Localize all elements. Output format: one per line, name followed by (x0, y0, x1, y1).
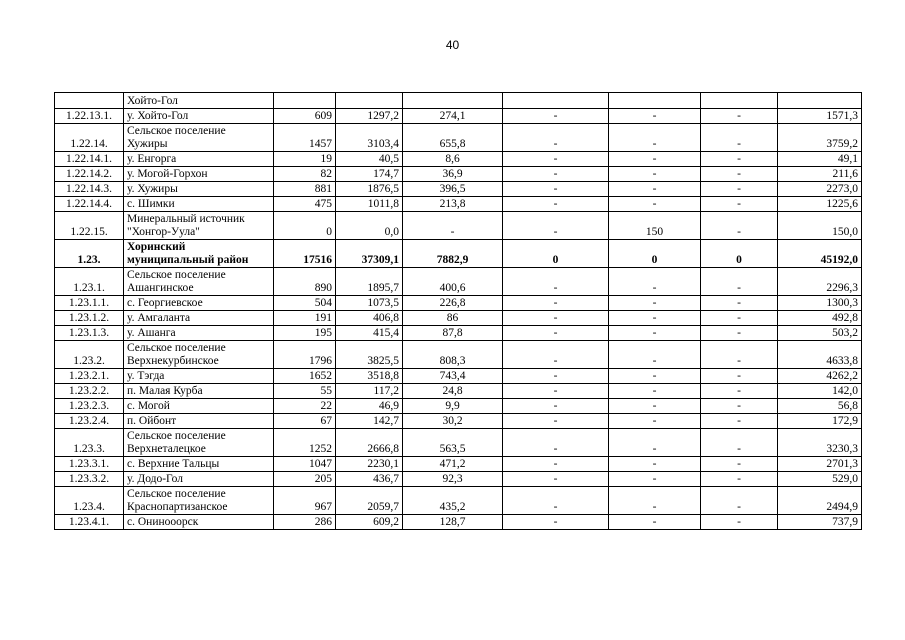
row-name (124, 212, 274, 240)
row-value-c5: - (609, 152, 701, 167)
row-name (124, 414, 274, 429)
row-name (124, 326, 274, 341)
row-value-c6: - (701, 457, 778, 472)
row-value-c7: 2701,3 (778, 457, 862, 472)
row-value-c5 (609, 93, 701, 109)
row-value-c1: 191 (274, 311, 336, 326)
row-value-c7: 737,9 (778, 515, 862, 530)
row-value-c6: - (701, 369, 778, 384)
row-value-c7: 503,2 (778, 326, 862, 341)
table-row (55, 109, 862, 124)
row-name-line: с. Онинооорск (127, 516, 199, 528)
row-value-c2: 406,8 (336, 311, 403, 326)
row-value-c7: 3230,3 (778, 429, 862, 457)
row-value-c2: 3518,8 (336, 369, 403, 384)
row-name-line: Верхнеталецкое (127, 443, 206, 455)
row-value-c2: 117,2 (336, 384, 403, 399)
row-value-c4: - (503, 429, 609, 457)
row-value-c2: 3825,5 (336, 341, 403, 369)
row-value-c5: - (609, 109, 701, 124)
row-value-c5: - (609, 414, 701, 429)
row-name-line: Ашангинское (127, 282, 194, 294)
row-value-c4: - (503, 182, 609, 197)
row-value-c4: - (503, 515, 609, 530)
row-code: 1.22.13.1. (55, 109, 124, 124)
row-name-line: Минеральный источник (127, 213, 245, 225)
row-code: 1.23.1.3. (55, 326, 124, 341)
row-code: 1.23.2.3. (55, 399, 124, 414)
table-row (55, 167, 862, 182)
row-value-c3 (403, 93, 503, 109)
row-value-c4: - (503, 311, 609, 326)
row-value-c2: 2666,8 (336, 429, 403, 457)
row-value-c5: - (609, 296, 701, 311)
table-row (55, 182, 862, 197)
row-code: 1.23.2. (55, 341, 124, 369)
row-name (124, 93, 274, 109)
row-value-c1: 67 (274, 414, 336, 429)
row-name-line: п. Малая Курба (127, 385, 203, 397)
row-value-c5: 0 (609, 240, 701, 268)
row-value-c4: - (503, 326, 609, 341)
row-name (124, 124, 274, 152)
row-name-line: Сельское поселение (127, 269, 226, 281)
row-name-line: с. Верхние Тальцы (127, 458, 220, 470)
table-row (55, 384, 862, 399)
row-value-c1: 890 (274, 268, 336, 296)
row-name (124, 341, 274, 369)
row-value-c2 (336, 93, 403, 109)
row-value-c3: 87,8 (403, 326, 503, 341)
row-value-c1: 1652 (274, 369, 336, 384)
row-code: 1.23.1. (55, 268, 124, 296)
row-value-c5: - (609, 268, 701, 296)
row-value-c3: 655,8 (403, 124, 503, 152)
row-value-c3: 471,2 (403, 457, 503, 472)
row-code: 1.22.14.1. (55, 152, 124, 167)
row-value-c2: 142,7 (336, 414, 403, 429)
row-value-c5: - (609, 182, 701, 197)
row-value-c4 (503, 93, 609, 109)
row-value-c3: 30,2 (403, 414, 503, 429)
row-value-c7: 172,9 (778, 414, 862, 429)
row-value-c3: 92,3 (403, 472, 503, 487)
row-value-c7: 211,6 (778, 167, 862, 182)
row-value-c7: 492,8 (778, 311, 862, 326)
row-value-c1: 1796 (274, 341, 336, 369)
row-value-c2: 174,7 (336, 167, 403, 182)
row-value-c3: 128,7 (403, 515, 503, 530)
table-row (55, 311, 862, 326)
row-name-line: с. Шимки (127, 198, 175, 210)
row-name (124, 152, 274, 167)
row-name (124, 240, 274, 268)
row-name-line: у. Хужиры (127, 183, 178, 195)
row-value-c6: - (701, 487, 778, 515)
row-name (124, 384, 274, 399)
row-code: 1.23.2.1. (55, 369, 124, 384)
row-value-c4: - (503, 124, 609, 152)
table-row (55, 197, 862, 212)
row-value-c3: 400,6 (403, 268, 503, 296)
row-name-line: Сельское поселение (127, 342, 226, 354)
table-row (55, 457, 862, 472)
row-value-c1: 17516 (274, 240, 336, 268)
row-value-c3: 36,9 (403, 167, 503, 182)
row-value-c7: 142,0 (778, 384, 862, 399)
row-value-c7: 56,8 (778, 399, 862, 414)
row-value-c6: - (701, 152, 778, 167)
row-value-c7: 1571,3 (778, 109, 862, 124)
row-value-c6: - (701, 414, 778, 429)
table-row (55, 341, 862, 369)
table-row (55, 487, 862, 515)
row-value-c3: 563,5 (403, 429, 503, 457)
row-name (124, 197, 274, 212)
row-name-line: с. Георгиевское (127, 297, 203, 309)
row-value-c6: - (701, 429, 778, 457)
row-name (124, 109, 274, 124)
row-value-c5: - (609, 457, 701, 472)
row-value-c1: 1047 (274, 457, 336, 472)
row-value-c4: - (503, 197, 609, 212)
row-name (124, 429, 274, 457)
row-value-c3: 435,2 (403, 487, 503, 515)
row-value-c4: - (503, 109, 609, 124)
row-value-c7: 4262,2 (778, 369, 862, 384)
row-value-c5: - (609, 369, 701, 384)
row-value-c6: - (701, 399, 778, 414)
row-value-c6: - (701, 182, 778, 197)
row-name-line: у. Тэгда (127, 370, 165, 382)
row-value-c4: - (503, 268, 609, 296)
row-value-c1: 475 (274, 197, 336, 212)
table-row (55, 296, 862, 311)
row-value-c6 (701, 93, 778, 109)
row-value-c2: 1895,7 (336, 268, 403, 296)
row-code: 1.23.1.2. (55, 311, 124, 326)
row-value-c4: - (503, 212, 609, 240)
row-value-c2: 37309,1 (336, 240, 403, 268)
row-value-c2: 0,0 (336, 212, 403, 240)
row-code (55, 93, 124, 109)
row-value-c4: - (503, 369, 609, 384)
row-name (124, 369, 274, 384)
row-name (124, 399, 274, 414)
row-name (124, 457, 274, 472)
row-value-c6: - (701, 296, 778, 311)
row-value-c2: 40,5 (336, 152, 403, 167)
row-name-line: Хоринский (127, 241, 186, 253)
row-name (124, 167, 274, 182)
row-value-c1: 55 (274, 384, 336, 399)
row-value-c2: 46,9 (336, 399, 403, 414)
row-value-c4: - (503, 399, 609, 414)
row-name-line: у. Додо-Гол (127, 473, 184, 485)
row-name (124, 182, 274, 197)
row-value-c3: 396,5 (403, 182, 503, 197)
row-value-c3: 743,4 (403, 369, 503, 384)
row-value-c7: 4633,8 (778, 341, 862, 369)
row-value-c5: - (609, 124, 701, 152)
row-value-c4: - (503, 341, 609, 369)
row-value-c5: - (609, 472, 701, 487)
row-value-c4: - (503, 414, 609, 429)
table-row (55, 93, 862, 109)
row-value-c4: - (503, 472, 609, 487)
row-code: 1.22.14.2. (55, 167, 124, 182)
row-name-line: с. Могой (127, 400, 170, 412)
row-value-c3: 7882,9 (403, 240, 503, 268)
row-name-line: "Хонгор-Уула" (127, 226, 200, 238)
row-value-c5: - (609, 167, 701, 182)
row-value-c3: 8,6 (403, 152, 503, 167)
table-row (55, 152, 862, 167)
row-code: 1.23.4.1. (55, 515, 124, 530)
row-value-c2: 1073,5 (336, 296, 403, 311)
row-code: 1.23.2.4. (55, 414, 124, 429)
row-value-c7: 2494,9 (778, 487, 862, 515)
row-value-c7: 3759,2 (778, 124, 862, 152)
row-value-c4: - (503, 384, 609, 399)
row-name-line: Краснопартизанское (127, 501, 228, 513)
row-value-c1: 881 (274, 182, 336, 197)
row-value-c2: 436,7 (336, 472, 403, 487)
row-name-line: п. Ойбонт (127, 415, 177, 427)
row-code: 1.22.15. (55, 212, 124, 240)
table-row (55, 429, 862, 457)
row-name-line: у. Енгорга (127, 153, 177, 165)
row-name (124, 515, 274, 530)
row-value-c2: 2230,1 (336, 457, 403, 472)
row-value-c4: - (503, 152, 609, 167)
row-value-c7: 2296,3 (778, 268, 862, 296)
row-value-c5: - (609, 311, 701, 326)
row-value-c3: - (403, 212, 503, 240)
table-row (55, 414, 862, 429)
row-value-c5: - (609, 384, 701, 399)
row-code: 1.23.1.1. (55, 296, 124, 311)
row-code: 1.22.14.4. (55, 197, 124, 212)
row-value-c3: 86 (403, 311, 503, 326)
row-value-c7: 49,1 (778, 152, 862, 167)
row-value-c1: 0 (274, 212, 336, 240)
row-name (124, 311, 274, 326)
row-name-line: муниципальный район (127, 254, 249, 266)
table-row (55, 515, 862, 530)
table-row (55, 268, 862, 296)
row-value-c2: 3103,4 (336, 124, 403, 152)
row-value-c6: - (701, 311, 778, 326)
row-value-c5: - (609, 429, 701, 457)
row-value-c7 (778, 93, 862, 109)
row-value-c7: 45192,0 (778, 240, 862, 268)
row-value-c5: - (609, 341, 701, 369)
table-row (55, 326, 862, 341)
row-name-line: у. Хойто-Гол (127, 110, 189, 122)
row-code: 1.23.3. (55, 429, 124, 457)
table-row (55, 124, 862, 152)
row-name-line: у. Амгаланта (127, 312, 191, 324)
row-value-c5: - (609, 326, 701, 341)
table-row (55, 369, 862, 384)
row-value-c6: - (701, 341, 778, 369)
row-value-c5: - (609, 515, 701, 530)
row-value-c1: 195 (274, 326, 336, 341)
row-value-c6: 0 (701, 240, 778, 268)
row-value-c6: - (701, 384, 778, 399)
row-value-c6: - (701, 124, 778, 152)
row-value-c1: 82 (274, 167, 336, 182)
table-row (55, 399, 862, 414)
row-name-line: Сельское поселение (127, 488, 226, 500)
row-value-c7: 150,0 (778, 212, 862, 240)
row-name (124, 472, 274, 487)
row-value-c4: - (503, 487, 609, 515)
row-value-c2: 1011,8 (336, 197, 403, 212)
row-value-c5: - (609, 487, 701, 515)
row-value-c1: 22 (274, 399, 336, 414)
row-code: 1.22.14. (55, 124, 124, 152)
table-body (55, 93, 862, 530)
row-name-line: Сельское поселение (127, 430, 226, 442)
row-code: 1.23.3.2. (55, 472, 124, 487)
row-name-line: у. Ашанга (127, 327, 176, 339)
row-value-c4: - (503, 296, 609, 311)
row-value-c3: 9,9 (403, 399, 503, 414)
row-value-c6: - (701, 167, 778, 182)
row-code: 1.22.14.3. (55, 182, 124, 197)
row-value-c5: 150 (609, 212, 701, 240)
row-value-c1: 1457 (274, 124, 336, 152)
row-value-c2: 1297,2 (336, 109, 403, 124)
row-value-c6: - (701, 109, 778, 124)
row-name-line: у. Могой-Горхон (127, 168, 208, 180)
row-value-c6: - (701, 326, 778, 341)
table-row (55, 472, 862, 487)
row-value-c2: 2059,7 (336, 487, 403, 515)
table-row (55, 212, 862, 240)
row-value-c1: 504 (274, 296, 336, 311)
row-value-c1: 967 (274, 487, 336, 515)
row-value-c7: 529,0 (778, 472, 862, 487)
row-value-c4: - (503, 457, 609, 472)
row-value-c7: 2273,0 (778, 182, 862, 197)
row-value-c1: 205 (274, 472, 336, 487)
row-code: 1.23. (55, 240, 124, 268)
row-value-c3: 274,1 (403, 109, 503, 124)
row-code: 1.23.4. (55, 487, 124, 515)
row-name-line: Хойто-Гол (127, 95, 178, 107)
row-value-c6: - (701, 212, 778, 240)
row-name (124, 487, 274, 515)
row-value-c2: 415,4 (336, 326, 403, 341)
row-value-c7: 1300,3 (778, 296, 862, 311)
row-value-c1: 1252 (274, 429, 336, 457)
row-value-c5: - (609, 399, 701, 414)
row-value-c1: 19 (274, 152, 336, 167)
row-value-c4: - (503, 167, 609, 182)
row-value-c3: 808,3 (403, 341, 503, 369)
row-value-c6: - (701, 197, 778, 212)
data-table (54, 92, 862, 530)
row-value-c1: 609 (274, 109, 336, 124)
row-value-c4: 0 (503, 240, 609, 268)
row-value-c1 (274, 93, 336, 109)
row-name (124, 268, 274, 296)
row-value-c7: 1225,6 (778, 197, 862, 212)
row-name (124, 296, 274, 311)
table-row (55, 240, 862, 268)
row-value-c5: - (609, 197, 701, 212)
row-value-c3: 213,8 (403, 197, 503, 212)
row-name-line: Верхнекурбинское (127, 355, 219, 367)
row-value-c3: 226,8 (403, 296, 503, 311)
row-value-c6: - (701, 515, 778, 530)
row-value-c1: 286 (274, 515, 336, 530)
row-value-c2: 609,2 (336, 515, 403, 530)
row-value-c6: - (701, 268, 778, 296)
row-value-c6: - (701, 472, 778, 487)
row-name-line: Сельское поселение (127, 125, 226, 137)
row-value-c3: 24,8 (403, 384, 503, 399)
row-name-line: Хужиры (127, 138, 168, 150)
row-code: 1.23.2.2. (55, 384, 124, 399)
row-value-c2: 1876,5 (336, 182, 403, 197)
row-code: 1.23.3.1. (55, 457, 124, 472)
page-number: 40 (445, 38, 460, 52)
